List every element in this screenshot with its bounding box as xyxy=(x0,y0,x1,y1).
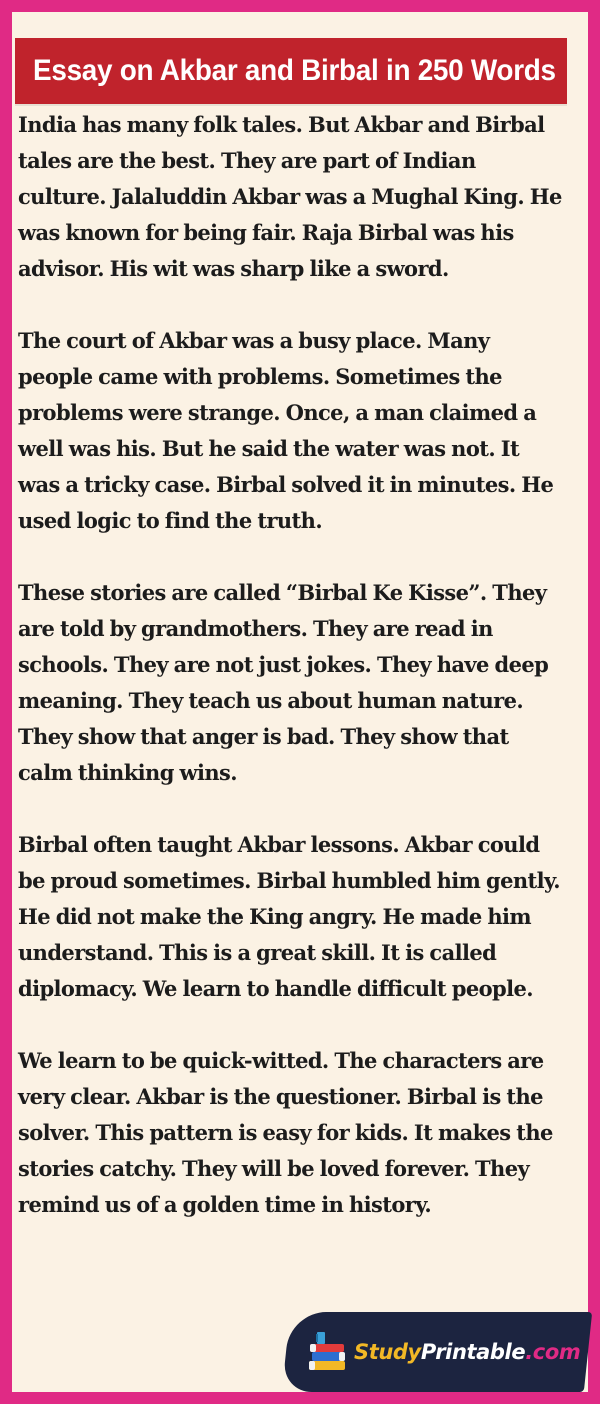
paragraph-3: These stories are called “Birbal Ke Kisse”. They are told by grandmothers. They are read in schools. They are not just jokes. They have deep meaning. They teach us about human nature. They show that anger is bad. They show that calm thinking wins. xyxy=(18,580,549,785)
page-title: Essay on Akbar and Birbal in 250 Words xyxy=(33,54,556,87)
paragraph-2: The court of Akbar was a busy place. Many people came with problems. Sometimes the problems were strange. Once, a man claimed a well was his. But he said the water was not. It was a tricky case. Birbal solved it in minutes. He used logic to find the truth. xyxy=(18,328,554,533)
title-banner xyxy=(15,38,567,104)
brand-logo-link[interactable] xyxy=(308,1322,580,1382)
books-icon xyxy=(308,1330,348,1374)
paragraph-4: Birbal often taught Akbar lessons. Akbar could be proud sometimes. Birbal humbled him gently. He did not make the King angry. He made him understand. This is a great skill. It is called diplomacy. We learn to handle difficult people. xyxy=(18,832,560,1001)
brand-study-text: Study xyxy=(354,1340,421,1364)
paragraph-1: India has many folk tales. But Akbar and Birbal tales are the best. They are part of Indian culture. Jalaluddin Akbar was a Mughal King. He was known for being fair. Raja Birbal was his advisor. His wit was sharp like a sword. xyxy=(18,112,562,281)
brand-wordmark xyxy=(354,1340,580,1364)
paragraph-5: We learn to be quick-witted. The characters are very clear. Akbar is the questioner. Birbal is the solver. This pattern is easy for kids. It makes the stories catchy. They will be loved forever. They remind us of a golden time in history. xyxy=(18,1048,553,1217)
essay-body xyxy=(18,107,563,1259)
brand-domain-text: .com xyxy=(525,1340,581,1364)
brand-printable-text: Printable xyxy=(420,1340,526,1364)
